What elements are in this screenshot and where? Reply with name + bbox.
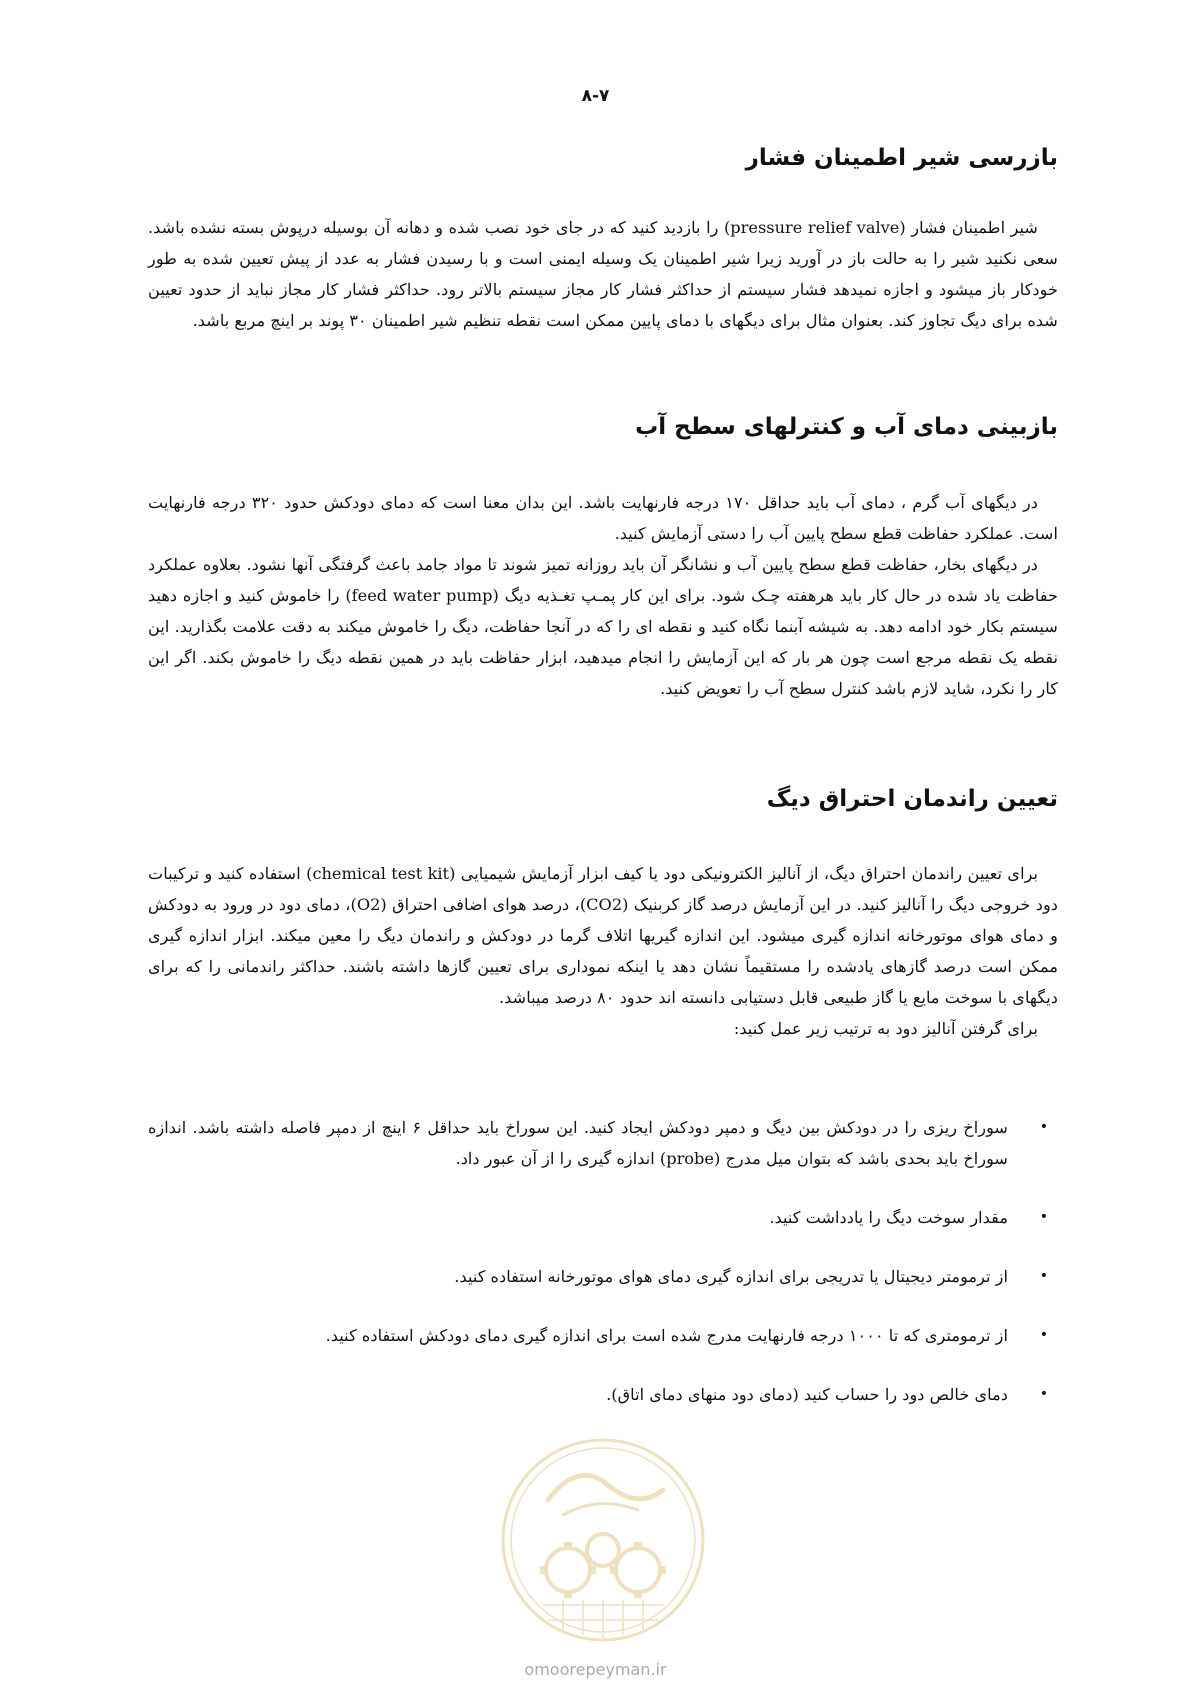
paragraph: برای تعیین راندمان احتراق دیگ، از آنالیز الکترونیکی دود یا کیف ابزار آزمایش شیمیایی (chemical test kit) استفاده کنید و ترکیبات دود خروجی دیگ را آنالیز کنید. در این آزمایش درصد گاز کربنیک (CO2)، درصد هوای اضافی احتراق (O2)، دمای دود در ورود به دودکش و دمای هوای موتورخانه اندازه گیری میشود. این اندازه گیریها اتلاف گرما در دودکش و راندمان دیگ را معین میکند. ابزار اندازه گیری ممکن است درصد گازهای یادشده را مستقیماً نشان دهد یا اینکه نمودار‌ی برای تعیین گازها داشته باشند. حداکثر راندمانی را که برای دیگهای با سوخت مایع یا گاز طبیعی قابل دستیابی دانسته اند حدود ۸۰ درصد میباشد. <box>148 864 1059 1007</box>
list-item-text: از ترمومتری که تا ۱۰۰۰ درجه فارنهایت مدرج شده است برای اندازه گیری دمای دودکش استفاده کنید. <box>325 1326 1008 1345</box>
bullet-icon: • <box>1039 1386 1048 1402</box>
list-item <box>148 1320 1058 1351</box>
section-body-pressure-relief-valve <box>148 212 1058 336</box>
watermark-seal-icon <box>488 1430 718 1660</box>
procedure-intro: برای گرفتن آنالیز دود به ترتیب زیر عمل کنید: <box>733 1019 1038 1038</box>
list-item <box>148 1112 1058 1174</box>
bullet-icon: • <box>1039 1119 1048 1135</box>
section-body-combustion-efficiency <box>148 858 1058 1044</box>
list-item-text: دمای خالص دود را حساب کنید (دمای دود منهای دمای اتاق). <box>606 1385 1008 1404</box>
section-title-water-level-controls: بازبینی دمای آب و کنترلهای سطح آب <box>635 414 1058 440</box>
bullet-icon: • <box>1039 1327 1048 1343</box>
list-item <box>148 1379 1058 1410</box>
list-item-text: از ترمومتر دیجیتال یا تدریجی برای اندازه گیری دمای هوای موتورخانه استفاده کنید. <box>454 1267 1008 1286</box>
list-item <box>148 1202 1058 1233</box>
page-number: ۸-۷ <box>581 86 610 106</box>
bullet-icon: • <box>1039 1268 1048 1284</box>
paragraph: در دیگهای آب گرم ، دمای آب باید حداقل ۱۷۰ درجه فارنهایت باشد. این بدان معنا است که دمای دودکش حدود ۳۲۰ درجه فارنهایت است. عملکرد حفاظت قطع سطح پایین آب را دستی آزمایش کنید. <box>148 493 1058 543</box>
list-item-text: مقدار سوخت دیگ را یادداشت کنید. <box>769 1208 1008 1227</box>
bullet-icon: • <box>1039 1209 1048 1225</box>
paragraph: شیر اطمینان فشار (pressure relief valve) را بازدید کنید که در جای خود نصب شده و دهانه آن بوسیله درپوش بسته نشده باشد. سعی نکنید شیر را به حالت باز در آورید زیرا شیر اطمینان یک وسیله ایمنی است و با رسیدن فشار به عدد از پیش تعیین شده به طور خودکار باز میشود و اجازه نمیدهد فشار سیستم از حداکثر فشار کار مجاز سیستم بالاتر رود. حداکثر فشار کار مجاز نباید از حدود تعیین شده برای دیگ تجاوز کند. بعنوان مثال برای دیگهای با دمای پایین ممکن است نقطه تنظیم شیر اطمینان ۳۰ پوند بر اینچ مربع باشد. <box>148 218 1058 330</box>
procedure-list <box>148 1112 1058 1438</box>
list-item-text: سوراخ ریزی را در دودکش بین دیگ و دمپر دودکش ایجاد کنید. این سوراخ باید حداقل ۶ اینچ از دمپر فاصله داشته باشد. اندازه سوراخ باید بحدی باشد که بتوان میل مدرج (probe) اندازه گیری را از آن عبور داد. <box>148 1118 1008 1168</box>
section-title-pressure-relief-valve: بازرسی شیر اطمینان فشار <box>745 145 1058 171</box>
list-item <box>148 1261 1058 1292</box>
section-body-water-level-controls <box>148 487 1058 704</box>
watermark-logo-icon <box>488 1430 718 1660</box>
paragraph: در دیگهای بخار، حفاظت قطع سطح پایین آب و نشانگر آن باید روزانه تمیز شوند تا مواد جامد باعث گرفتگی آنها نشود. بعلاوه عملکرد حفاظت یاد شده در حال کار باید هرهفته چـک شود. برای این کار پمـپ تغـذیه دیگ (feed water pump) را خاموش کنید و اجازه دهید سیستم بکار خود ادامه دهد. به شیشه آبنما نگاه کنید و نقطه ای را که در آنجا حفاظت، دیگ را خاموش میکند به دقت علامت بگذارید. این نقطه یک نقطه مرجع است چون هر بار که این آزمایش را انجام میدهید، ابزار حفاظت باید در همین نقطه دیگ را خاموش بکند. اگر این کار را نکرد، شاید لازم باشد کنترل سطح آب را تعویض کنید. <box>148 555 1058 698</box>
site-url: omoorepeyman.ir <box>524 1660 667 1679</box>
section-title-combustion-efficiency: تعیین راندمان احتراق دیگ <box>766 786 1058 812</box>
